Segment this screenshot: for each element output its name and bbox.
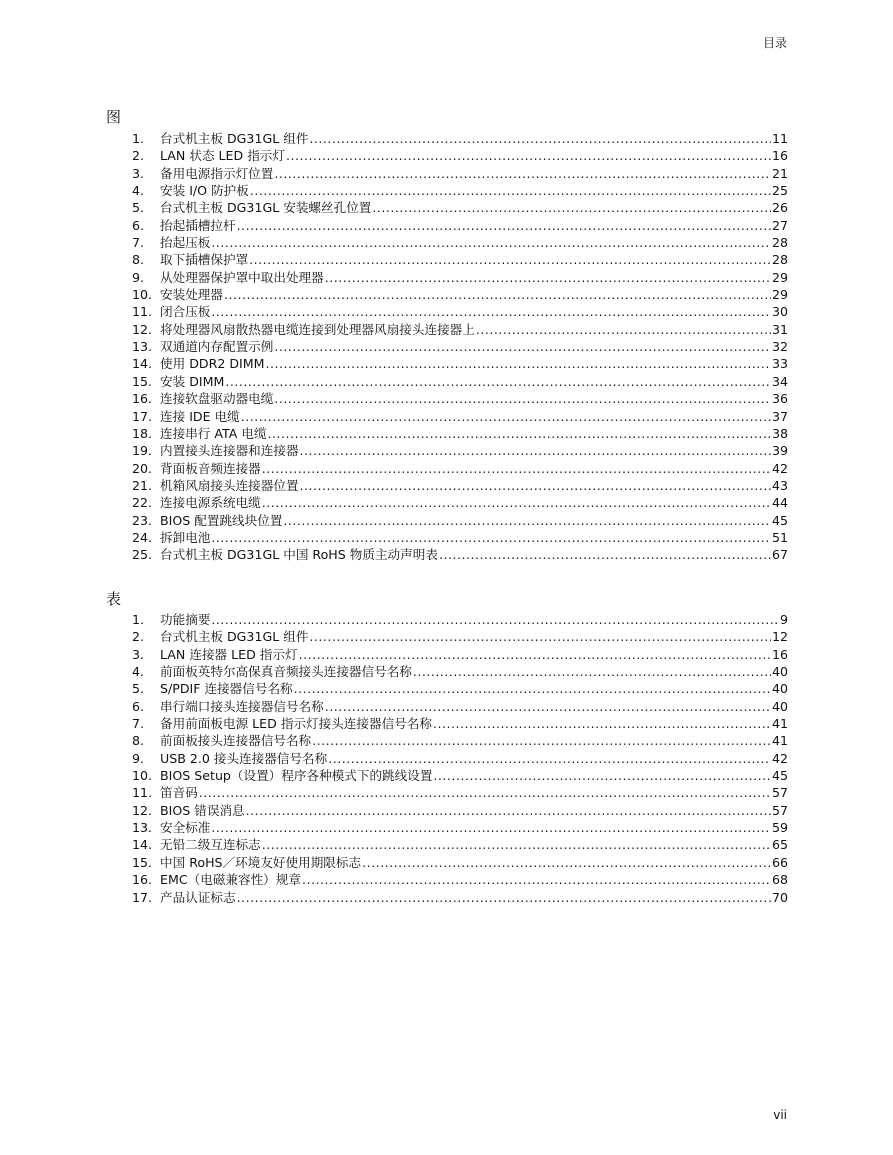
entry-title: LAN 状态 LED 指示灯 [160,148,285,164]
figure-entry[interactable] [132,425,788,442]
figure-entry[interactable] [132,234,788,251]
entry-page-number: 27 [771,217,788,233]
table-entry[interactable] [132,819,788,836]
entry-title: BIOS 错误消息 [160,802,245,818]
entry-number: 2. [132,148,145,164]
entry-number: 6. [132,217,145,233]
dot-leader [312,732,771,749]
table-entry[interactable] [132,750,788,767]
entry-page-number: 29 [771,287,788,303]
entry-title: 备用电源指示灯位置 [160,165,274,181]
dot-leader [299,646,771,663]
entry-number: 3. [132,646,145,662]
figures-list [132,130,788,564]
dot-leader [211,234,771,251]
entry-page-number: 36 [771,391,788,407]
dot-leader [300,442,771,459]
entry-page-number: 70 [771,889,788,905]
entry-title: 抬起插槽拉杆 [160,217,236,233]
entry-number: 2. [132,629,145,645]
entry-number: 23. [132,512,153,528]
figure-entry[interactable] [132,321,788,338]
entry-number: 16. [132,391,153,407]
entry-page-number: 65 [771,837,788,853]
dot-leader [237,217,771,234]
entry-title: 中国 RoHS／环境友好使用期限标志 [160,854,362,870]
entry-page-number: 32 [771,339,788,355]
figure-entry[interactable] [132,512,788,529]
entry-page-number: 12 [771,629,788,645]
dot-leader [476,321,771,338]
entry-title: LAN 连接器 LED 指示灯 [160,646,298,662]
figure-entry[interactable] [132,303,788,320]
entry-number: 13. [132,339,153,355]
table-entry[interactable] [132,836,788,853]
dot-leader [413,663,771,680]
entry-number: 8. [132,252,145,268]
table-entry[interactable] [132,889,788,906]
dot-leader [211,303,771,320]
entry-number: 12. [132,321,153,337]
entry-title: 连接串行 ATA 电缆 [160,425,267,441]
entry-page-number: 45 [771,768,788,784]
entry-page-number: 59 [771,820,788,836]
entry-page-number: 67 [771,547,788,563]
entry-page-number: 25 [771,183,788,199]
entry-number: 10. [132,768,153,784]
figure-entry[interactable] [132,373,788,390]
entry-number: 14. [132,837,153,853]
dot-leader [294,680,771,697]
figure-entry[interactable] [132,217,788,234]
dot-leader [274,390,771,407]
entry-number: 20. [132,460,153,476]
table-entry[interactable] [132,715,788,732]
running-header: 目录 [762,36,787,50]
entry-title: 连接软盘驱动器电缆 [160,391,274,407]
dot-leader [250,182,771,199]
entry-page-number: 26 [771,200,788,216]
entry-title: 背面板音频连接器 [160,460,261,476]
entry-title: 前面板接头连接器信号名称 [160,733,312,749]
figure-entry[interactable] [132,165,788,182]
entry-title: S/PDIF 连接器信号名称 [160,681,293,697]
entry-title: 机箱风扇接头连接器位置 [160,477,299,493]
entry-number: 14. [132,356,153,372]
entry-number: 13. [132,820,153,836]
dot-leader [211,611,779,628]
entry-number: 5. [132,681,145,697]
entry-number: 7. [132,716,145,732]
entry-title: BIOS 配置跳线块位置 [160,512,283,528]
entry-page-number: 9 [779,612,788,627]
figure-entry[interactable] [132,269,788,286]
entry-number: 15. [132,854,153,870]
entry-page-number: 43 [771,477,788,493]
dot-leader [225,373,771,390]
entry-page-number: 42 [771,750,788,766]
entry-page-number: 21 [771,165,788,181]
entry-page-number: 31 [771,321,788,337]
entry-page-number: 41 [771,716,788,732]
dot-leader [283,512,771,529]
dot-leader [262,836,771,853]
entry-title: 安装处理器 [160,287,223,303]
figure-entry[interactable] [132,338,788,355]
table-entry[interactable] [132,698,788,715]
entry-title: 台式机主板 DG31GL 组件 [160,131,309,146]
entry-page-number: 57 [771,785,788,801]
entry-title: BIOS Setup（设置）程序各种模式下的跳线设置 [160,768,433,784]
dot-leader [302,871,771,888]
entry-number: 9. [132,750,145,766]
entry-title: 前面板英特尔高保真音频接头连接器信号名称 [160,664,412,680]
entry-page-number: 40 [771,664,788,680]
entry-number: 19. [132,443,153,459]
entry-number: 18. [132,425,153,441]
entry-number: 16. [132,872,153,888]
table-entry[interactable] [132,628,788,645]
dot-leader [262,494,771,511]
entry-page-number: 16 [771,646,788,662]
entry-title: 台式机主板 DG31GL 中国 RoHS 物质主动声明表 [160,547,438,563]
figure-entry[interactable] [132,390,788,407]
entry-title: 产品认证标志 [160,889,236,905]
entry-number: 3. [132,165,145,181]
figures-section-title: 图 [106,108,122,126]
entry-page-number: 45 [771,512,788,528]
page-number: vii [773,1108,787,1122]
dot-leader [266,355,771,372]
figure-entry[interactable] [132,408,788,425]
entry-title: 无铅二级互连标志 [160,837,261,853]
entry-page-number: 38 [771,425,788,441]
entry-number: 9. [132,269,145,285]
entry-number: 25. [132,547,153,563]
entry-title: 内置接头连接器和连接器 [160,443,299,459]
table-entry[interactable] [132,854,788,871]
entry-page-number: 40 [771,698,788,714]
entry-page-number: 29 [771,269,788,285]
entry-number: 21. [132,477,153,493]
entry-title: 备用前面板电源 LED 指示灯接头连接器信号名称 [160,716,432,732]
dot-leader [328,750,771,767]
figure-entry[interactable] [132,546,788,563]
entry-number: 12. [132,802,153,818]
entry-number: 17. [132,408,153,424]
entry-title: 台式机主板 DG31GL 安装螺丝孔位置 [160,200,372,216]
dot-leader [249,251,771,268]
entry-number: 11. [132,785,153,801]
entry-number: 11. [132,304,153,320]
entry-page-number: 42 [771,460,788,476]
dot-leader [268,425,771,442]
entry-number: 1. [132,131,145,146]
figure-entry[interactable] [132,529,788,546]
entry-page-number: 33 [771,356,788,372]
figure-entry[interactable] [132,286,788,303]
dot-leader [274,338,771,355]
entry-number: 1. [132,612,145,627]
dot-leader [241,408,771,425]
dot-leader [274,165,771,182]
entry-number: 10. [132,287,153,303]
table-entry[interactable] [132,663,788,680]
entry-page-number: 66 [771,854,788,870]
table-entry[interactable] [132,732,788,749]
tables-section-title: 表 [106,590,122,608]
table-entry[interactable] [132,767,788,784]
entry-page-number: 34 [771,373,788,389]
dot-leader [372,199,771,216]
figure-entry[interactable] [132,442,788,459]
entry-title: 台式机主板 DG31GL 组件 [160,629,309,645]
entry-title: 拆卸电池 [160,529,211,545]
dot-leader [309,628,771,645]
entry-number: 24. [132,529,153,545]
figure-entry[interactable] [132,494,788,511]
entry-number: 4. [132,183,145,199]
dot-leader [211,819,771,836]
entry-number: 4. [132,664,145,680]
table-entry[interactable] [132,784,788,801]
entry-page-number: 51 [771,529,788,545]
entry-title: 使用 DDR2 DIMM [160,356,265,372]
dot-leader [237,889,771,906]
tables-list [132,611,788,906]
table-entry[interactable] [132,680,788,697]
entry-title: 连接电源系统电缆 [160,495,261,511]
dot-leader [262,460,771,477]
entry-number: 15. [132,373,153,389]
figure-entry[interactable] [132,130,788,147]
entry-title: 安装 DIMM [160,373,225,389]
dot-leader [199,784,771,801]
figure-entry[interactable] [132,182,788,199]
entry-page-number: 39 [771,443,788,459]
dot-leader [433,715,771,732]
entry-page-number: 28 [771,252,788,268]
entry-number: 22. [132,495,153,511]
entry-title: 闭合压板 [160,304,211,320]
table-entry[interactable] [132,802,788,819]
dot-leader [325,269,771,286]
figure-entry[interactable] [132,147,788,164]
figure-entry[interactable] [132,460,788,477]
dot-leader [433,767,771,784]
entry-number: 17. [132,889,153,905]
entry-number: 7. [132,235,145,251]
dot-leader [362,854,771,871]
figure-entry[interactable] [132,477,788,494]
dot-leader [309,130,771,147]
entry-number: 8. [132,733,145,749]
figure-entry[interactable] [132,251,788,268]
dot-leader [246,802,771,819]
entry-title: USB 2.0 接头连接器信号名称 [160,750,328,766]
dot-leader [224,286,771,303]
entry-number: 5. [132,200,145,216]
entry-title: 安全标准 [160,820,211,836]
entry-title: 笛音码 [160,785,198,801]
entry-page-number: 37 [771,408,788,424]
entry-page-number: 30 [771,304,788,320]
dot-leader [286,147,771,164]
dot-leader [300,477,771,494]
entry-page-number: 68 [771,872,788,888]
dot-leader [439,546,771,563]
entry-page-number: 41 [771,733,788,749]
entry-title: EMC（电磁兼容性）规章 [160,872,301,888]
entry-title: 抬起压板 [160,235,211,251]
dot-leader [325,698,771,715]
entry-title: 安装 I/O 防护板 [160,183,249,199]
entry-title: 双通道内存配置示例 [160,339,274,355]
dot-leader [211,529,771,546]
entry-title: 从处理器保护罩中取出处理器 [160,269,324,285]
table-entry[interactable] [132,871,788,888]
entry-page-number: 11 [771,131,788,146]
entry-page-number: 44 [771,495,788,511]
table-entry[interactable] [132,611,788,628]
entry-title: 功能摘要 [160,612,211,627]
entry-title: 串行端口接头连接器信号名称 [160,698,324,714]
table-entry[interactable] [132,646,788,663]
figure-entry[interactable] [132,199,788,216]
figure-entry[interactable] [132,355,788,372]
entry-number: 6. [132,698,145,714]
entry-page-number: 40 [771,681,788,697]
entry-title: 取下插槽保护罩 [160,252,249,268]
entry-page-number: 57 [771,802,788,818]
entry-page-number: 28 [771,235,788,251]
entry-title: 将处理器风扇散热器电缆连接到处理器风扇接头连接器上 [160,321,475,337]
entry-page-number: 16 [771,148,788,164]
entry-title: 连接 IDE 电缆 [160,408,240,424]
